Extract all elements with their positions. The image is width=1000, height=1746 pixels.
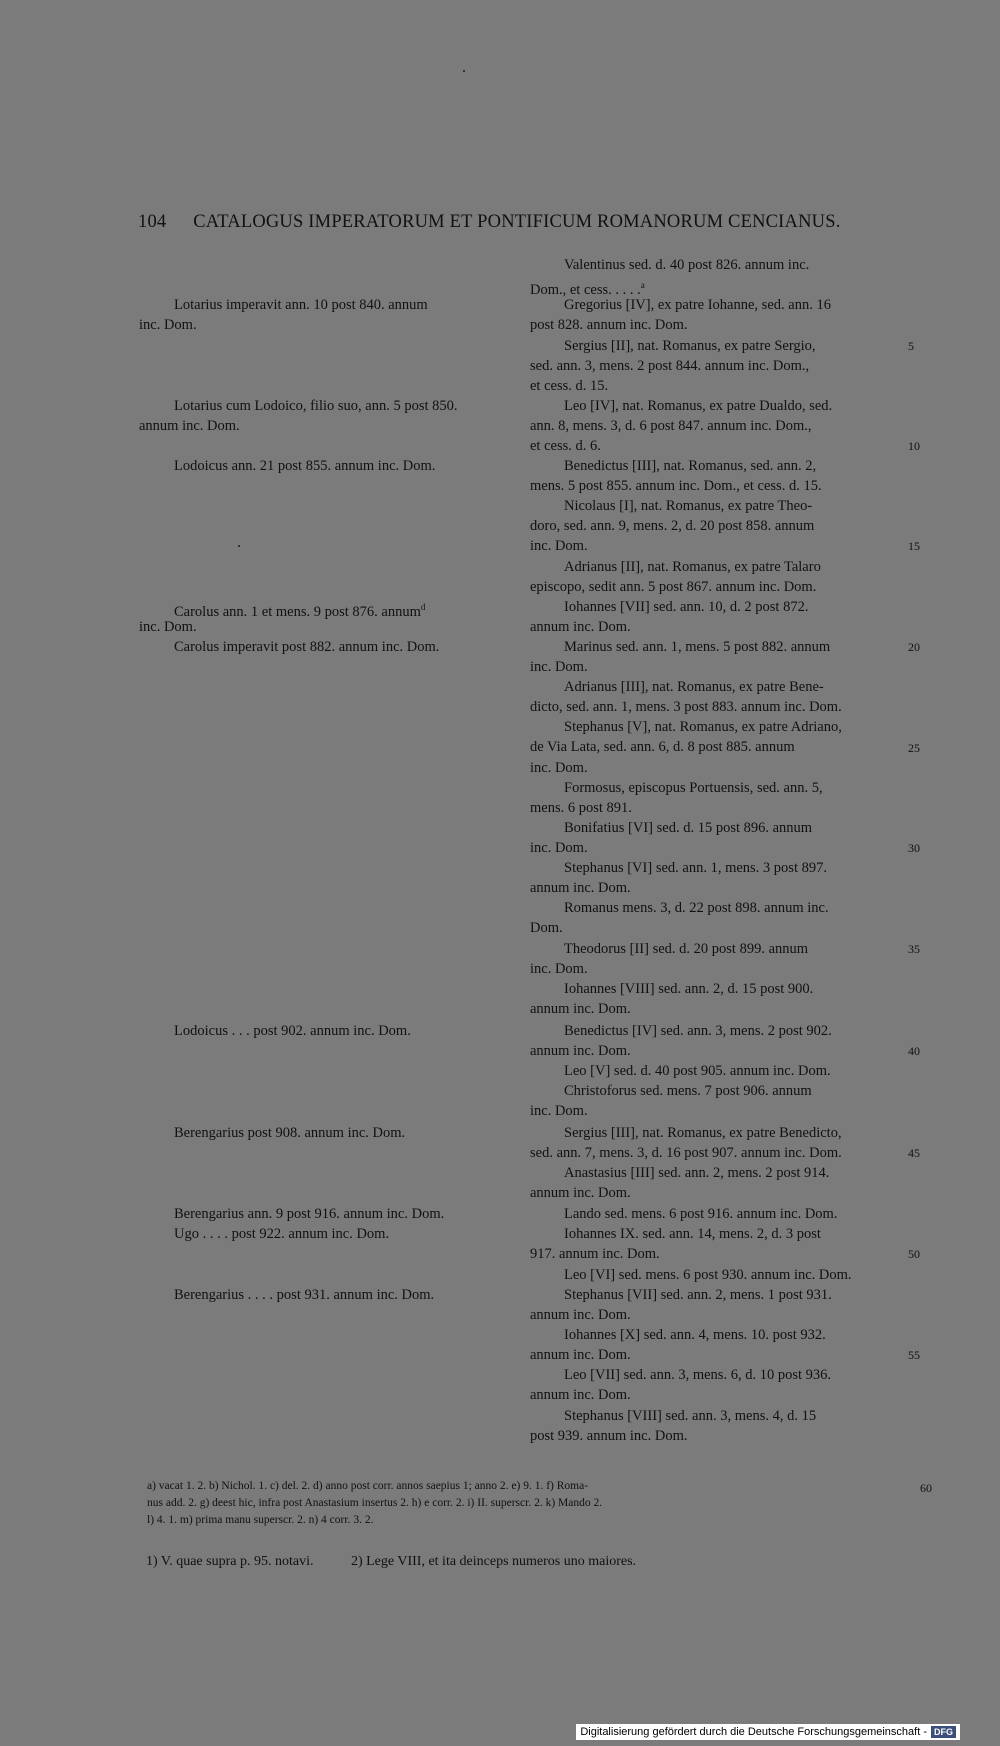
right-entry: Stephanus [VII] sed. ann. 2, mens. 1 post 931.: [564, 1287, 832, 1303]
right-entry: Adrianus [III], nat. Romanus, ex patre Bene-: [564, 679, 824, 695]
right-entry: Valentinus sed. d. 40 post 826. annum inc.: [564, 257, 810, 273]
note: 1) V. quae supra p. 95. notavi.: [146, 1554, 314, 1569]
right-entry: Nicolaus [I], nat. Romanus, ex patre Theo-: [564, 498, 813, 514]
digitization-credit: [576, 1724, 960, 1740]
right-entry: Sergius [III], nat. Romanus, ex patre Benedicto,: [564, 1125, 842, 1141]
right-entry: Leo [VI] sed. mens. 6 post 930. annum inc. Dom.: [564, 1267, 852, 1283]
right-entry: mens. 6 post 891.: [530, 800, 632, 816]
line-number: 45: [908, 1146, 920, 1160]
right-entry: post 828. annum inc. Dom.: [530, 317, 688, 333]
left-entry: Lotarius imperavit ann. 10 post 840. annum: [174, 297, 428, 313]
line-number: 5: [908, 339, 914, 353]
footnote-line: a) vacat 1. 2. b) Nichol. 1. c) del. 2. d) anno post corr. annos saepius 1; anno 2. e) 9. 1. f) Roma-: [147, 1480, 589, 1492]
left-entry: Berengarius post 908. annum inc. Dom.: [174, 1125, 406, 1141]
right-entry: annum inc. Dom.: [530, 1347, 631, 1363]
line-number: 50: [908, 1247, 920, 1261]
right-entry: annum inc. Dom.: [530, 1001, 631, 1017]
right-entry: doro, sed. ann. 9, mens. 2, d. 20 post 858. annum: [530, 518, 815, 534]
right-entry: Stephanus [VIII] sed. ann. 3, mens. 4, d. 15: [564, 1408, 817, 1424]
right-entry: dicto, sed. ann. 1, mens. 3 post 883. annum inc. Dom.: [530, 699, 842, 715]
right-entry: Iohannes IX. sed. ann. 14, mens. 2, d. 3 post: [564, 1226, 821, 1242]
left-entry: Lodoicus ann. 21 post 855. annum inc. Dom.: [174, 458, 436, 474]
right-entry: Christoforus sed. mens. 7 post 906. annum: [564, 1083, 812, 1099]
right-entry: Leo [IV], nat. Romanus, ex patre Dualdo, sed.: [564, 398, 833, 414]
left-entry: inc. Dom.: [139, 317, 197, 333]
page-header: [138, 212, 841, 233]
right-entry: inc. Dom.: [530, 659, 588, 675]
right-entry: annum inc. Dom.: [530, 1043, 631, 1059]
line-number: 40: [908, 1044, 920, 1058]
right-entry: et cess. d. 15.: [530, 378, 609, 394]
right-entry: Benedictus [IV] sed. ann. 3, mens. 2 post 902.: [564, 1023, 832, 1039]
page-title: CATALOGUS IMPERATORUM ET PONTIFICUM ROMANORUM CENCIANUS.: [193, 212, 841, 232]
right-entry: mens. 5 post 855. annum inc. Dom., et cess. d. 15.: [530, 478, 822, 494]
right-entry: episcopo, sedit ann. 5 post 867. annum inc. Dom.: [530, 579, 817, 595]
left-entry: Carolus ann. 1 et mens. 9 post 876. annum$^d$: [174, 602, 426, 620]
line-number: 55: [908, 1348, 920, 1362]
line-number: 10: [908, 439, 920, 453]
right-entry: sed. ann. 3, mens. 2 post 844. annum inc. Dom.,: [530, 358, 810, 374]
right-entry: et cess. d. 6.: [530, 438, 601, 454]
footnote-line: l) 4. 1. m) prima manu superscr. 2. n) 4 corr. 3. 2.: [147, 1514, 374, 1526]
scan-speck: [238, 545, 240, 547]
left-entry: annum inc. Dom.: [139, 418, 240, 434]
note: 2) Lege VIII, et ita deinceps numeros uno maiores.: [350, 1554, 637, 1569]
right-entry: Stephanus [V], nat. Romanus, ex patre Adriano,: [564, 719, 842, 735]
right-entry: Lando sed. mens. 6 post 916. annum inc. Dom.: [564, 1206, 838, 1222]
line-number: 30: [908, 841, 920, 855]
left-entry: Berengarius ann. 9 post 916. annum inc. Dom.: [174, 1206, 445, 1222]
right-entry: annum inc. Dom.: [530, 1307, 631, 1323]
left-entry: Lodoicus . . . post 902. annum inc. Dom.: [174, 1023, 411, 1039]
right-entry: ann. 8, mens. 3, d. 6 post 847. annum inc. Dom.,: [530, 418, 812, 434]
line-number: 35: [908, 942, 920, 956]
right-entry: inc. Dom.: [530, 840, 588, 856]
right-entry: Iohannes [VIII] sed. ann. 2, d. 15 post 900.: [564, 981, 814, 997]
right-entry: Gregorius [IV], ex patre Iohanne, sed. ann. 16: [564, 297, 831, 313]
right-entry: Iohannes [X] sed. ann. 4, mens. 10. post 932.: [564, 1327, 826, 1343]
left-entry: Carolus imperavit post 882. annum inc. Dom.: [174, 639, 440, 655]
right-entry: annum inc. Dom.: [530, 1185, 631, 1201]
right-entry: annum inc. Dom.: [530, 619, 631, 635]
right-entry: 917. annum inc. Dom.: [530, 1246, 660, 1262]
page-number: 104: [138, 212, 167, 232]
left-entry: Berengarius . . . . post 931. annum inc. Dom.: [174, 1287, 435, 1303]
line-number: 15: [908, 539, 920, 553]
right-entry: de Via Lata, sed. ann. 6, d. 8 post 885. annum: [530, 739, 795, 755]
right-entry: inc. Dom.: [530, 1103, 588, 1119]
right-entry: Leo [VII] sed. ann. 3, mens. 6, d. 10 post 936.: [564, 1367, 831, 1383]
right-entry: annum inc. Dom.: [530, 1387, 631, 1403]
right-entry: Dom., et cess. . . . .$^a$: [530, 280, 645, 298]
left-entry: Ugo . . . . post 922. annum inc. Dom.: [174, 1226, 390, 1242]
right-entry: inc. Dom.: [530, 760, 588, 776]
line-number: 60: [920, 1481, 932, 1495]
right-entry: Benedictus [III], nat. Romanus, sed. ann. 2,: [564, 458, 817, 474]
right-entry: Iohannes [VII] sed. ann. 10, d. 2 post 872.: [564, 599, 809, 615]
right-entry: Marinus sed. ann. 1, mens. 5 post 882. annum: [564, 639, 831, 655]
right-entry: sed. ann. 7, mens. 3, d. 16 post 907. annum inc. Dom.: [530, 1145, 842, 1161]
left-entry: Lotarius cum Lodoico, filio suo, ann. 5 post 850.: [174, 398, 458, 414]
right-entry: Sergius [II], nat. Romanus, ex patre Sergio,: [564, 338, 816, 354]
right-entry: Formosus, episcopus Portuensis, sed. ann. 5,: [564, 780, 823, 796]
right-entry: Adrianus [II], nat. Romanus, ex patre Talaro: [564, 559, 821, 575]
right-entry: post 939. annum inc. Dom.: [530, 1428, 688, 1444]
right-entry: Anastasius [III] sed. ann. 2, mens. 2 post 914.: [564, 1165, 830, 1181]
editor-notes: [146, 1554, 670, 1570]
footnote-line: nus add. 2. g) deest hic, infra post Anastasium insertus 2. h) e corr. 2. i) II. superscr. 2. k) Mando 2.: [147, 1497, 603, 1509]
right-entry: Romanus mens. 3, d. 22 post 898. annum inc.: [564, 900, 829, 916]
right-entry: annum inc. Dom.: [530, 880, 631, 896]
right-entry: Theodorus [II] sed. d. 20 post 899. annum: [564, 941, 809, 957]
right-entry: Dom.: [530, 920, 563, 936]
right-entry: inc. Dom.: [530, 961, 588, 977]
dfg-logo: DFG: [931, 1726, 956, 1738]
apparatus-footnotes: [147, 1478, 932, 1529]
right-entry: Leo [V] sed. d. 40 post 905. annum inc. Dom.: [564, 1063, 831, 1079]
credit-text: Digitalisierung gefördert durch die Deutsche Forschungsgemeinschaft -: [580, 1726, 927, 1738]
line-number: 20: [908, 640, 920, 654]
left-entry: inc. Dom.: [139, 619, 197, 635]
scan-speck: [463, 70, 465, 72]
right-entry: Stephanus [VI] sed. ann. 1, mens. 3 post 897.: [564, 860, 827, 876]
right-entry: Bonifatius [VI] sed. d. 15 post 896. annum: [564, 820, 813, 836]
line-number: 25: [908, 741, 920, 755]
right-entry: inc. Dom.: [530, 538, 588, 554]
